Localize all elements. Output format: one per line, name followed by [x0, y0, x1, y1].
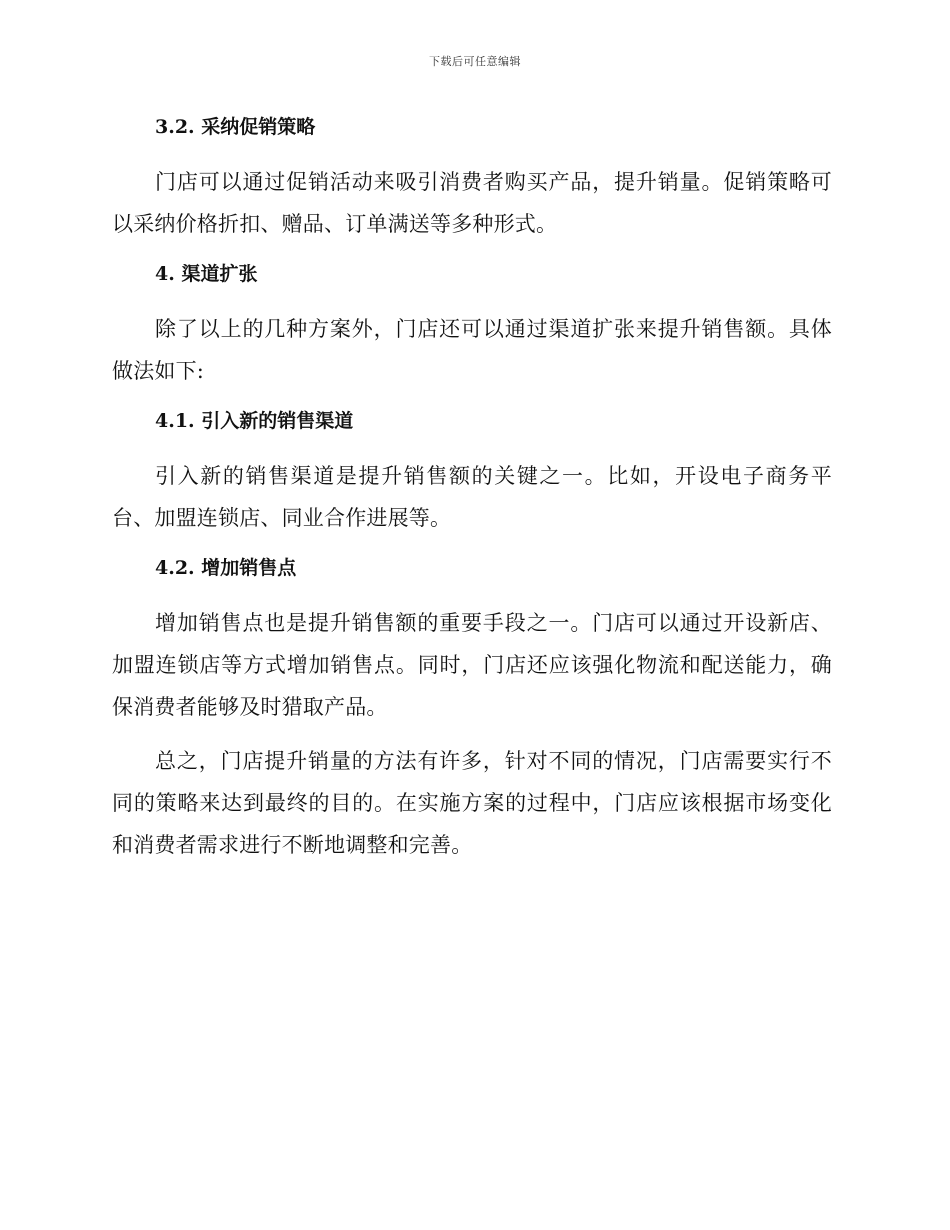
section-paragraph-4: 除了以上的几种方案外，门店还可以通过渠道扩张来提升销售额。具体做法如下:	[112, 317, 832, 383]
section-paragraph-4-1: 引入新的销售渠道是提升销售额的关键之一。比如，开设电子商务平台、加盟连锁店、同业合作进展等。	[112, 464, 832, 530]
section-paragraph-3-2: 门店可以通过促销活动来吸引消费者购买产品，提升销量。促销策略可以采纳价格折扣、赠品、订单满送等多种形式。	[112, 170, 832, 236]
conclusion-paragraph: 总之，门店提升销量的方法有许多，针对不同的情况，门店需要实行不同的策略来达到最终的目的。在实施方案的过程中，门店应该根据市场变化和消费者需求进行不断地调整和完善。	[112, 749, 832, 857]
page-header: 下载后可任意编辑	[429, 55, 521, 68]
section-heading-4-1: 4.1. 引入新的销售渠道	[155, 410, 354, 432]
section-heading-4: 4. 渠道扩张	[155, 263, 258, 285]
document-body	[112, 110, 832, 866]
section-heading-3-2: 3.2. 采纳促销策略	[155, 116, 316, 138]
section-heading-4-2: 4.2. 增加销售点	[155, 557, 297, 579]
section-paragraph-4-2: 增加销售点也是提升销售额的重要手段之一。门店可以通过开设新店、加盟连锁店等方式增加销售点。同时，门店还应该强化物流和配送能力，确保消费者能够及时猎取产品。	[112, 611, 832, 719]
